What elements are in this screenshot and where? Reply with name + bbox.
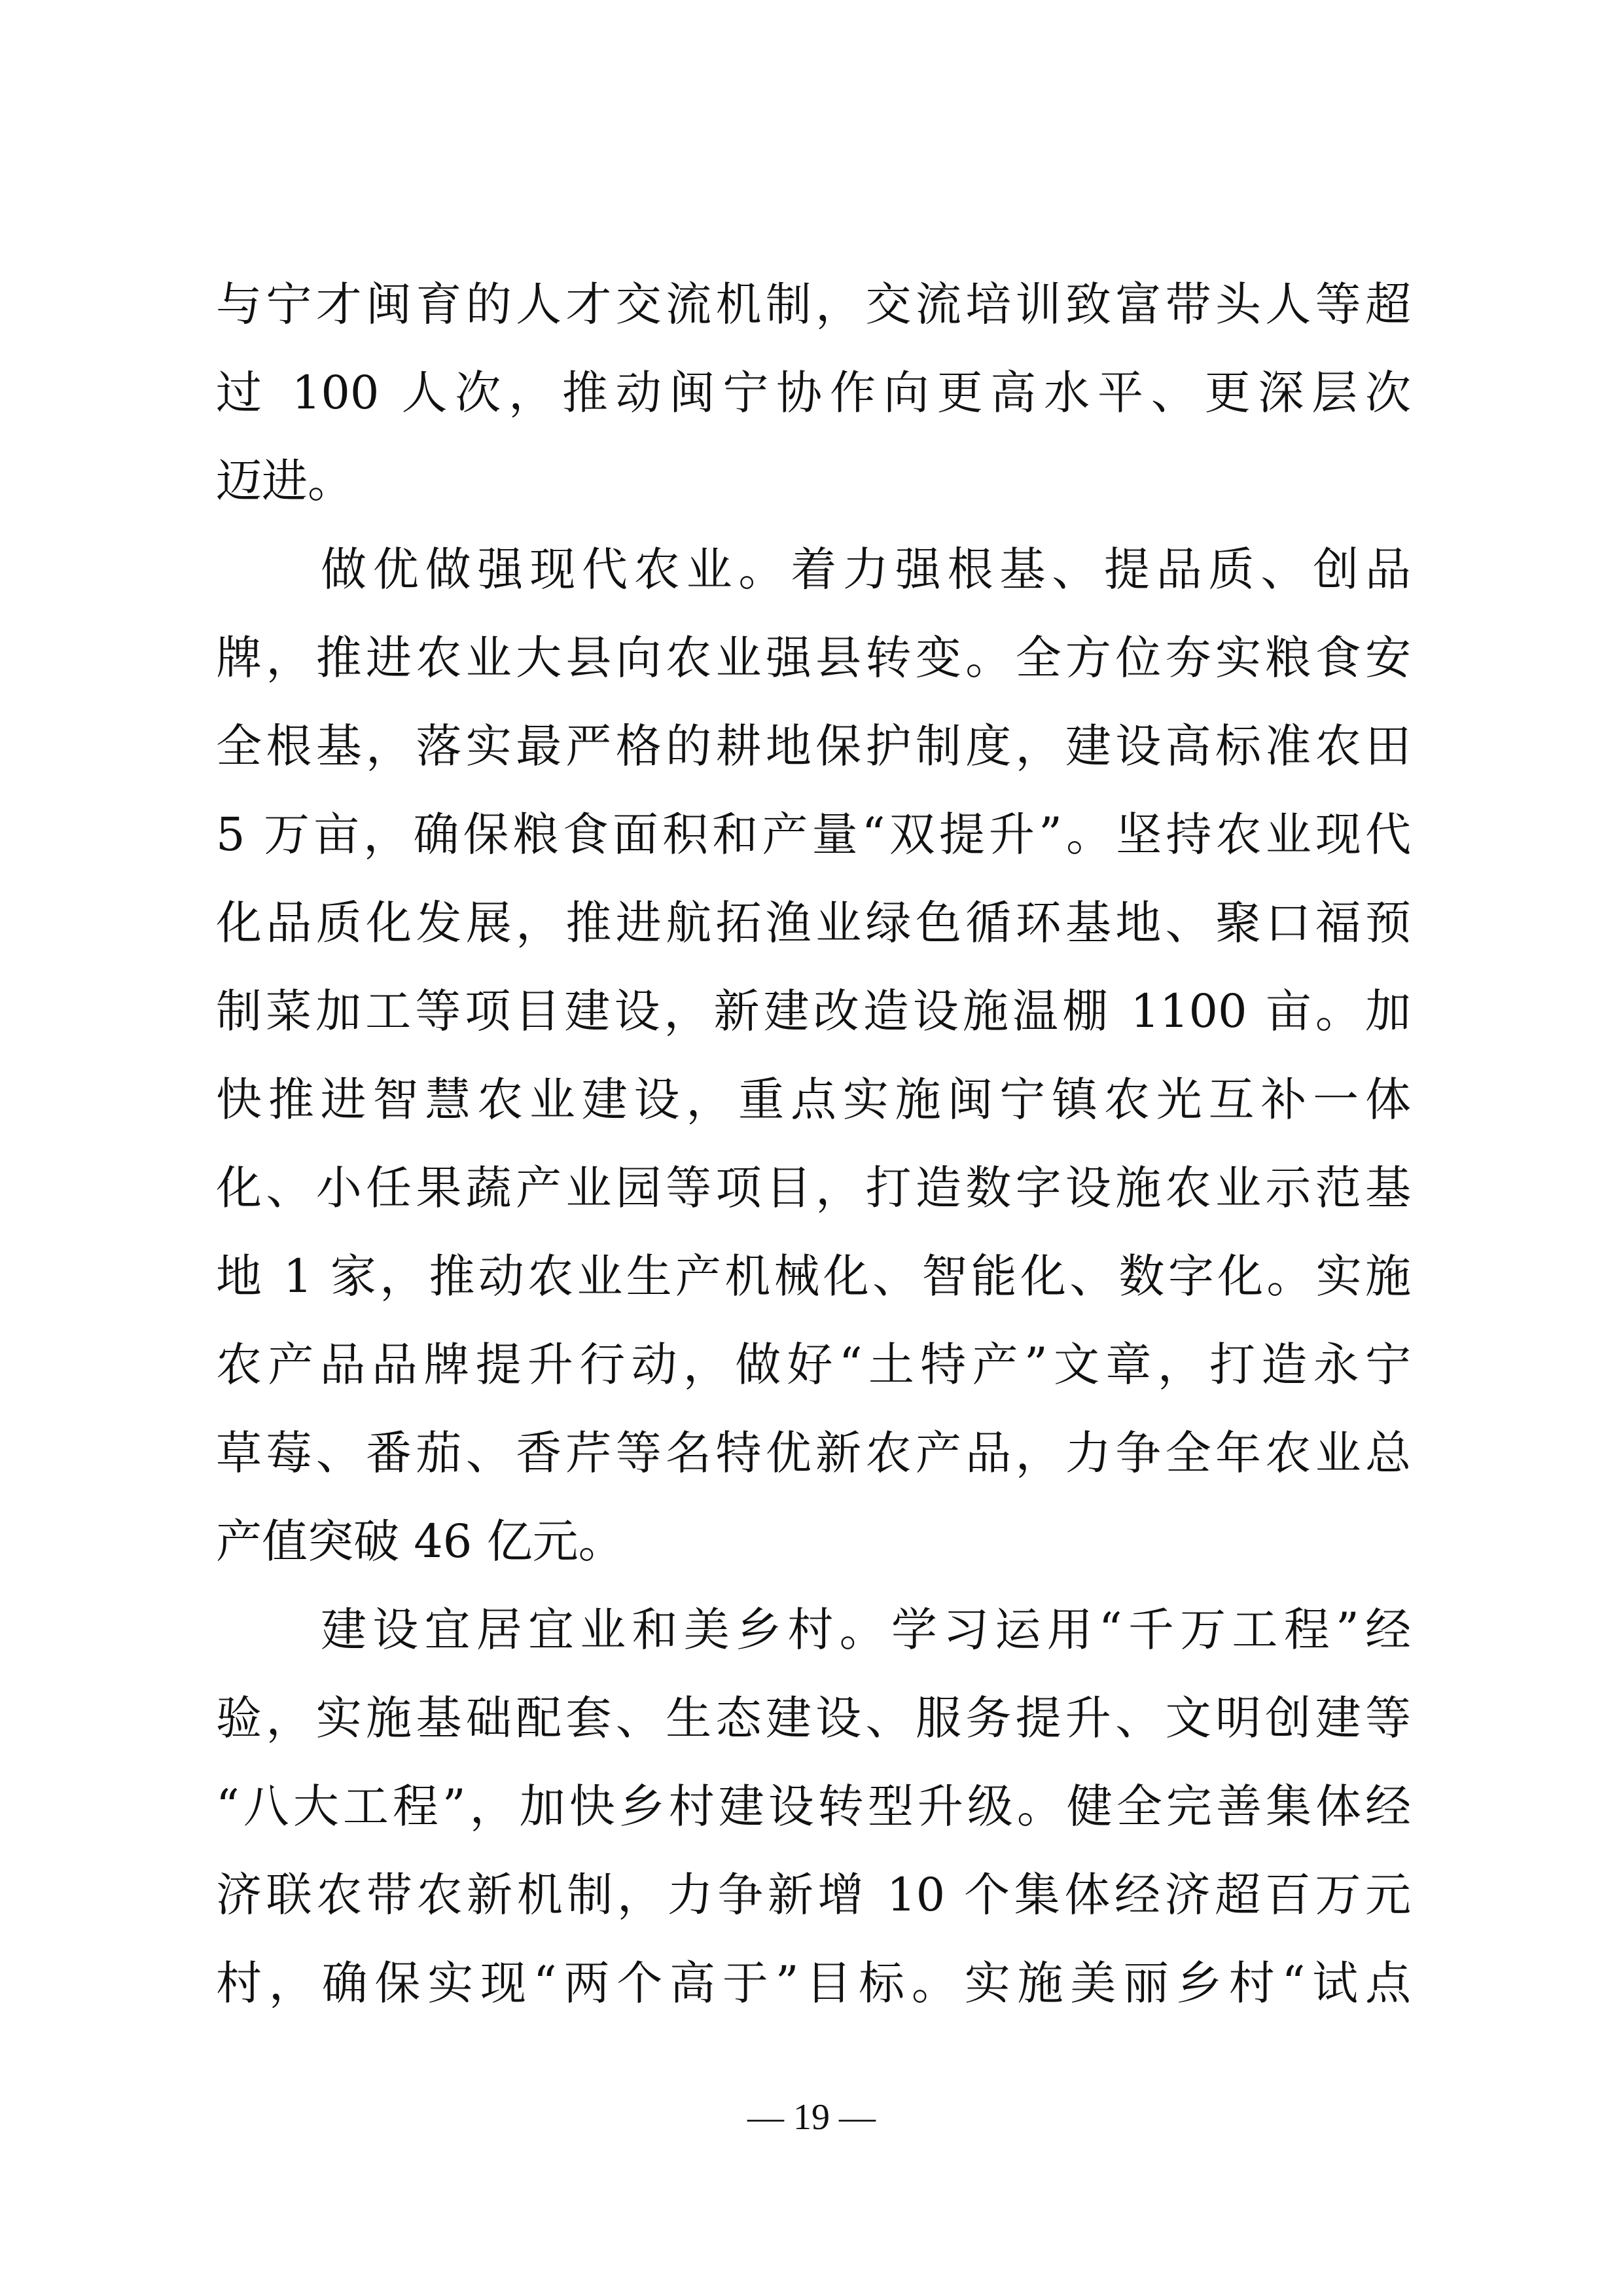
text-line: 过 100 人次，推动闽宁协作向更高水平、更深层次 [216, 366, 1411, 420]
page-number: — 19 — [747, 2097, 876, 2138]
document-body [216, 260, 1411, 2028]
text-line: 草莓、番茄、香芹等名特优新农产品，力争全年农业总 [216, 1426, 1411, 1480]
text-line: 牌，推进农业大县向农业强县转变。全方位夯实粮食安 [216, 631, 1411, 685]
text-line: 产值突破 46 亿元。 [216, 1515, 624, 1568]
text-line: 农产品品牌提升行动，做好“土特产”文章，打造永宁 [216, 1338, 1411, 1391]
text-line: 5 万亩，确保粮食面积和产量“双提升”。坚持农业现代 [216, 808, 1411, 861]
text-line: 迈进。 [216, 454, 353, 508]
paragraph-start-line: 建设宜居宜业和美乡村。学习运用“千万工程”经 [321, 1603, 1411, 1657]
text-line: 济联农带农新机制，力争新增 10 个集体经济超百万元 [216, 1868, 1411, 1922]
text-line: 地 1 家，推动农业生产机械化、智能化、数字化。实施 [216, 1249, 1411, 1303]
text-line: 化、小任果蔬产业园等项目，打造数字设施农业示范基 [216, 1161, 1411, 1215]
text-line: “八大工程”，加快乡村建设转型升级。健全完善集体经 [216, 1780, 1411, 1833]
text-line: 验，实施基础配套、生态建设、服务提升、文明创建等 [216, 1691, 1411, 1745]
text-line: 与宁才闽育的人才交流机制，交流培训致富带头人等超 [216, 278, 1411, 331]
text-line: 村，确保实现“两个高于”目标。实施美丽乡村“试点 [216, 1956, 1411, 2010]
text-line: 全根基，落实最严格的耕地保护制度，建设高标准农田 [216, 719, 1411, 773]
text-line: 制菜加工等项目建设，新建改造设施温棚 1100 亩。加 [216, 984, 1411, 1038]
text-line: 快推进智慧农业建设，重点实施闽宁镇农光互补一体 [216, 1073, 1411, 1126]
paragraph-start-line: 做优做强现代农业。着力强根基、提品质、创品 [321, 543, 1411, 596]
text-line: 化品质化发展，推进航拓渔业绿色循环基地、聚口福预 [216, 896, 1411, 950]
